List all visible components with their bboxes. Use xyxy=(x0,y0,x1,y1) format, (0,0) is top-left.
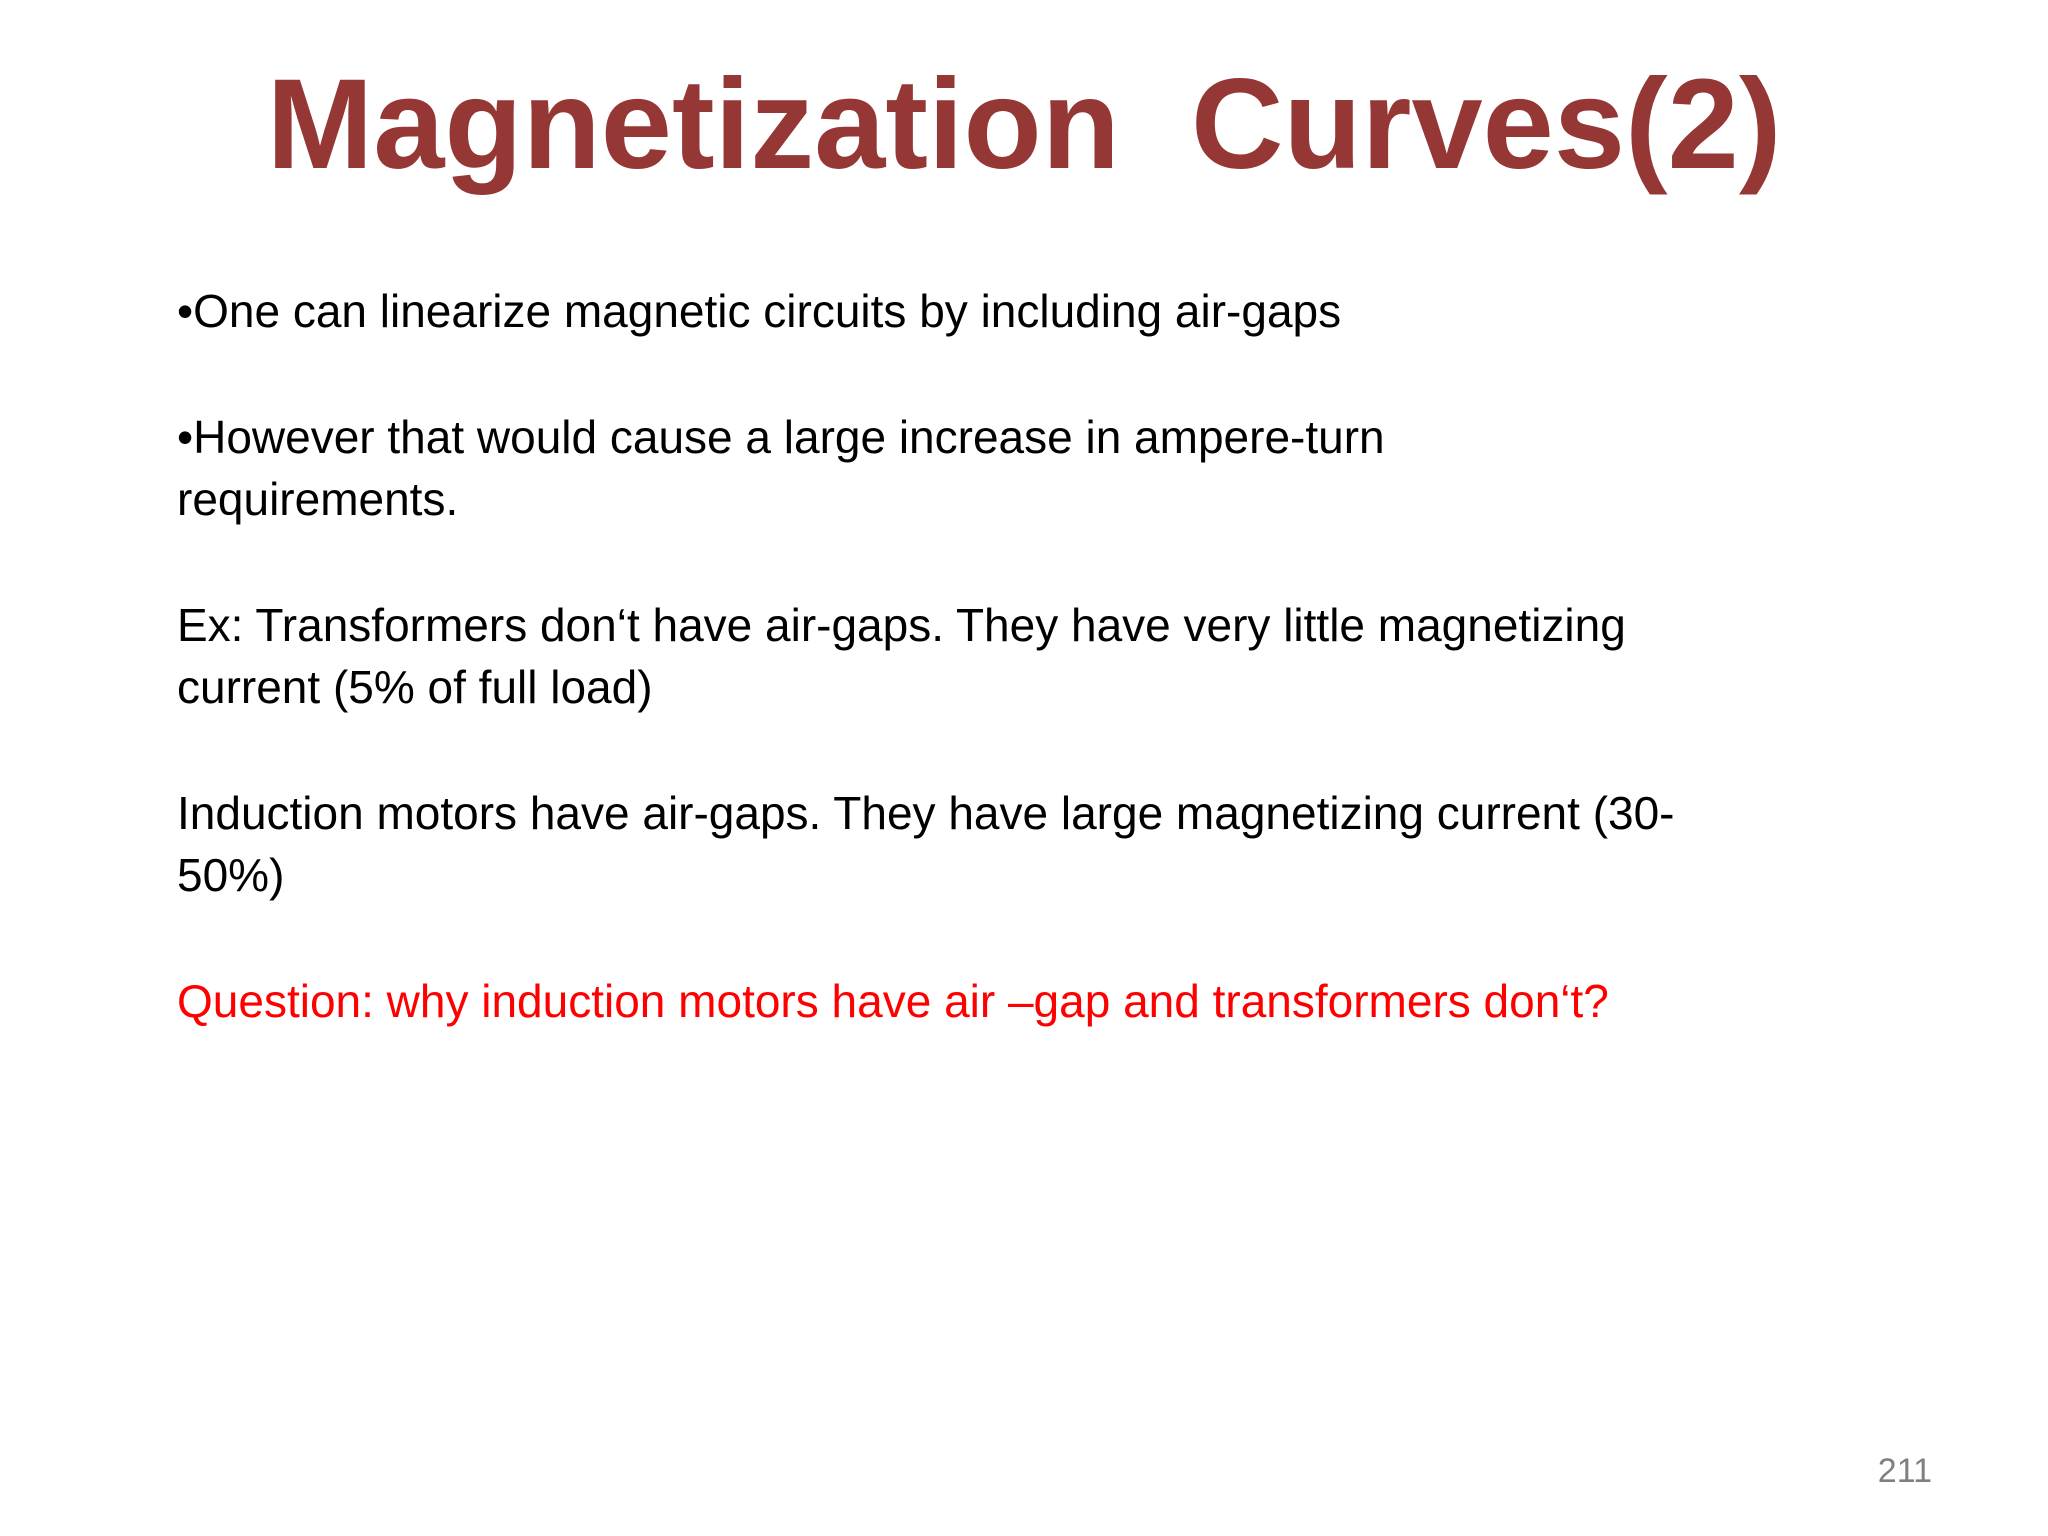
example-transformers: Ex: Transformers don‘t have air-gaps. They have very little magnetizing current (5% of full load) xyxy=(177,599,1626,713)
bullet-ampere-turn: •However that would cause a large increase in ampere-turn requirements. xyxy=(177,411,1385,525)
example-induction-motors: Induction motors have air-gaps. They have large magnetizing current (30-50%) xyxy=(177,787,1675,901)
slide-title: Magnetization Curves(2) xyxy=(266,53,1782,196)
bullet-linearize: •One can linearize magnetic circuits by including air-gaps xyxy=(177,285,1342,337)
page-number: 211 xyxy=(1877,1452,1932,1490)
slide-body xyxy=(177,280,1677,1096)
question-text: Question: why induction motors have air –gap and transformers don‘t? xyxy=(177,975,1609,1027)
